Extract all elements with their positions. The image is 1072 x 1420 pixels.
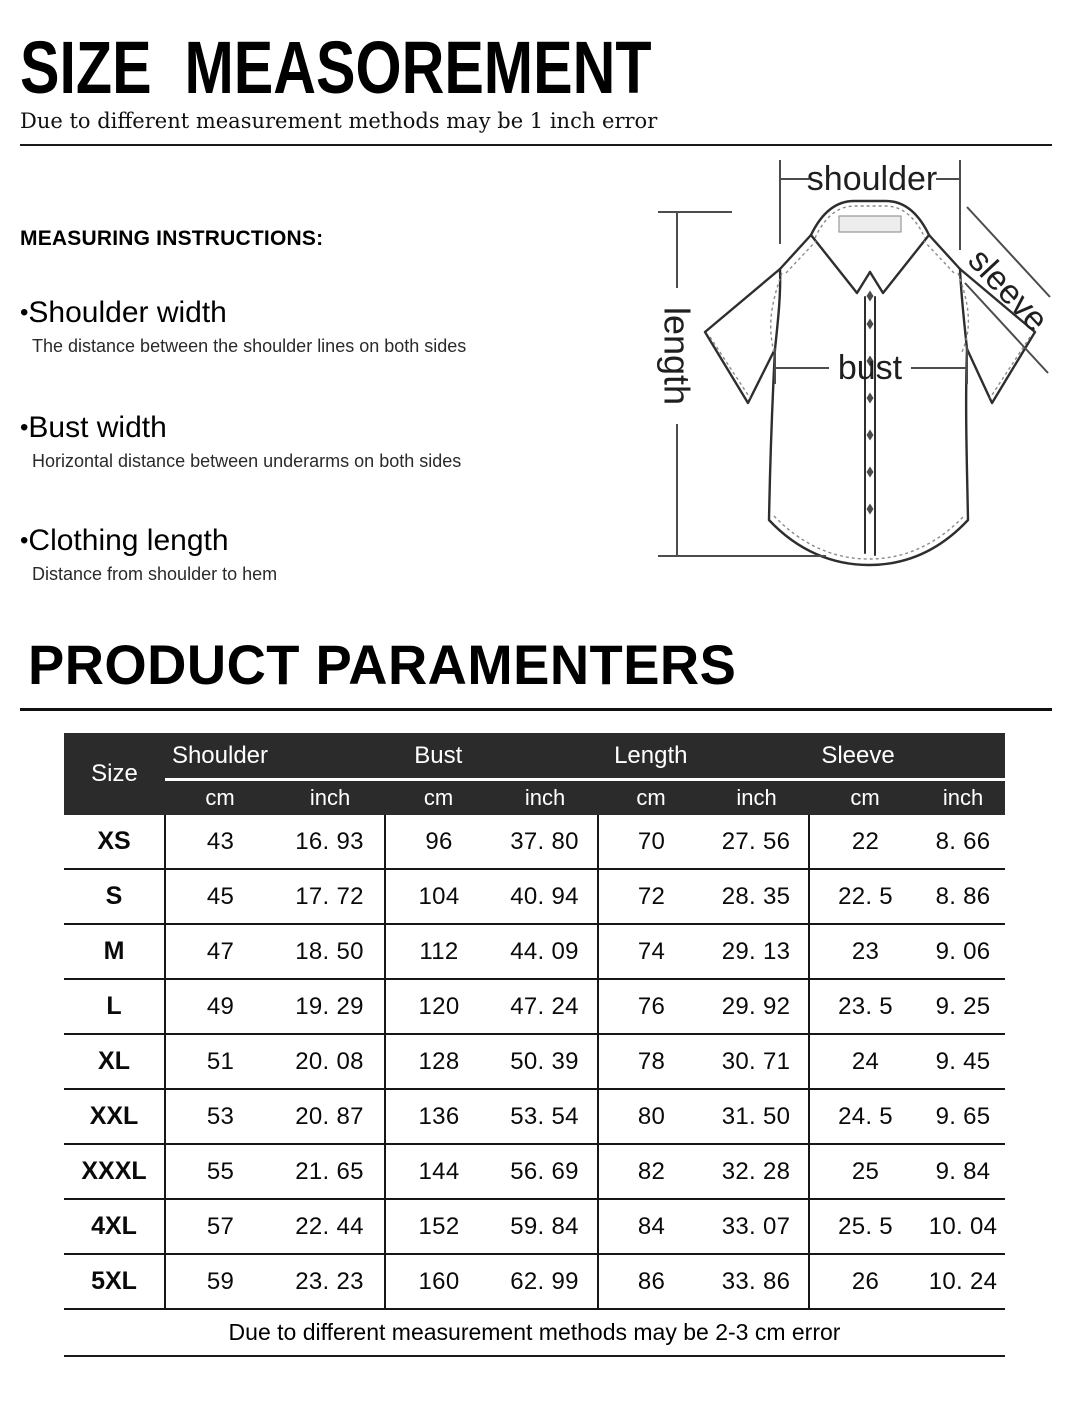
page-title: SIZE MEASOREMENT [20, 26, 652, 109]
group-label: Sleeve [821, 741, 895, 769]
measurement-value: 33. 07 [704, 1199, 809, 1254]
measurement-value: 53 [165, 1089, 275, 1144]
measurement-value: 33. 86 [704, 1254, 809, 1309]
size-table [64, 733, 1005, 1310]
instruction-description: The distance between the shoulder lines on both sides [32, 336, 467, 356]
instruction-title [20, 296, 600, 330]
size-value: XL [64, 1034, 165, 1089]
measurement-value: 29. 92 [704, 979, 809, 1034]
table-row [64, 1254, 1005, 1309]
measurement-value: 51 [165, 1034, 275, 1089]
bullet-icon: • [20, 299, 29, 326]
size-value: XXL [64, 1089, 165, 1144]
measurement-value: 53. 54 [492, 1089, 598, 1144]
measurement-value: 136 [385, 1089, 492, 1144]
measurement-value: 9. 06 [921, 924, 1005, 979]
measurement-value: 50. 39 [492, 1034, 598, 1089]
measurement-value: 20. 08 [275, 1034, 385, 1089]
instruction-description: Distance from shoulder to hem [32, 564, 278, 584]
instruction-title-text: Shoulder width [28, 296, 227, 329]
column-header-length [598, 733, 809, 780]
bullet-icon: • [20, 527, 29, 554]
measurement-value: 120 [385, 979, 492, 1034]
size-table-head [64, 733, 1005, 815]
measurement-value: 23. 23 [275, 1254, 385, 1309]
measurement-value: 10. 24 [921, 1254, 1005, 1309]
measurement-value: 45 [165, 869, 275, 924]
page-header [20, 26, 1052, 146]
measurement-value: 9. 25 [921, 979, 1005, 1034]
measurement-value: 18. 50 [275, 924, 385, 979]
measurement-value: 76 [598, 979, 704, 1034]
unit-header-inch: inch [275, 780, 385, 816]
measurement-value: 43 [165, 815, 275, 869]
measurement-value: 9. 84 [921, 1144, 1005, 1199]
measurement-value: 31. 50 [704, 1089, 809, 1144]
measuring-instructions [20, 226, 600, 585]
measurement-value: 8. 86 [921, 869, 1005, 924]
measurement-value: 144 [385, 1144, 492, 1199]
measurement-value: 44. 09 [492, 924, 598, 979]
column-header-shoulder [165, 733, 385, 780]
table-row [64, 869, 1005, 924]
measurement-value: 10. 04 [921, 1199, 1005, 1254]
table-row [64, 924, 1005, 979]
shoulder-label: shoulder [806, 160, 938, 198]
measurement-value: 78 [598, 1034, 704, 1089]
measurement-value: 24. 5 [809, 1089, 921, 1144]
instruction-item-length [20, 524, 600, 585]
product-parameters-header [20, 633, 1052, 711]
unit-header-inch: inch [492, 780, 598, 816]
measurement-value: 8. 66 [921, 815, 1005, 869]
column-header-bust [385, 733, 598, 780]
column-header-sleeve [809, 733, 1005, 780]
measurement-value: 22. 5 [809, 869, 921, 924]
shirt-diagram-svg [628, 146, 1072, 598]
bottom-divider [64, 1355, 1005, 1357]
size-value: S [64, 869, 165, 924]
table-footnote: Due to different measurement methods may be 2-3 cm error [228, 1319, 841, 1345]
measurement-value: 29. 13 [704, 924, 809, 979]
size-value: L [64, 979, 165, 1034]
group-header-row [64, 733, 1005, 780]
instruction-item-bust [20, 411, 600, 472]
bullet-icon: • [20, 414, 29, 441]
measurement-value: 70 [598, 815, 704, 869]
measurement-value: 22 [809, 815, 921, 869]
measurement-value: 104 [385, 869, 492, 924]
unit-header-cm: cm [598, 780, 704, 816]
size-value: 5XL [64, 1254, 165, 1309]
measurement-value: 49 [165, 979, 275, 1034]
group-label: Bust [414, 741, 463, 769]
measurement-value: 32. 28 [704, 1144, 809, 1199]
measurement-value: 9. 45 [921, 1034, 1005, 1089]
measurement-value: 74 [598, 924, 704, 979]
measurement-value: 56. 69 [492, 1144, 598, 1199]
measurement-value: 25. 5 [809, 1199, 921, 1254]
measurement-value: 23. 5 [809, 979, 921, 1034]
measurement-value: 84 [598, 1199, 704, 1254]
measurement-value: 59. 84 [492, 1199, 598, 1254]
measurement-value: 23 [809, 924, 921, 979]
unit-header-cm: cm [385, 780, 492, 816]
size-table-section [64, 733, 1005, 1357]
table-row [64, 1034, 1005, 1089]
instruction-title [20, 411, 600, 445]
measurement-value: 57 [165, 1199, 275, 1254]
size-value: M [64, 924, 165, 979]
size-table-body [64, 815, 1005, 1309]
unit-header-inch: inch [704, 780, 809, 816]
measurement-value: 22. 44 [275, 1199, 385, 1254]
measurement-value: 160 [385, 1254, 492, 1309]
unit-header-inch: inch [921, 780, 1005, 816]
group-label: Length [614, 741, 688, 769]
instruction-title-text: Bust width [28, 411, 167, 444]
unit-header-cm: cm [809, 780, 921, 816]
measurement-value: 40. 94 [492, 869, 598, 924]
measurement-value: 20. 87 [275, 1089, 385, 1144]
bust-label: bust [837, 349, 903, 387]
shirt-measurement-diagram [628, 146, 1072, 598]
measurement-value: 28. 35 [704, 869, 809, 924]
size-value: 4XL [64, 1199, 165, 1254]
instruction-title [20, 524, 600, 558]
instruction-item-shoulder [20, 296, 600, 357]
instruction-title-text: Clothing length [28, 524, 229, 557]
measurement-value: 19. 29 [275, 979, 385, 1034]
measurement-value: 82 [598, 1144, 704, 1199]
table-row [64, 815, 1005, 869]
measurement-value: 9. 65 [921, 1089, 1005, 1144]
measurement-value: 55 [165, 1144, 275, 1199]
measurement-value: 86 [598, 1254, 704, 1309]
measurement-value: 72 [598, 869, 704, 924]
measurement-value: 25 [809, 1144, 921, 1199]
measurement-value: 21. 65 [275, 1144, 385, 1199]
measurement-value: 30. 71 [704, 1034, 809, 1089]
measurement-value: 62. 99 [492, 1254, 598, 1309]
measurement-value: 26 [809, 1254, 921, 1309]
measurement-value: 59 [165, 1254, 275, 1309]
measurement-value: 37. 80 [492, 815, 598, 869]
group-label: Shoulder [171, 741, 269, 769]
unit-header-cm: cm [165, 780, 275, 816]
measurement-value: 47 [165, 924, 275, 979]
measurement-value: 128 [385, 1034, 492, 1089]
table-row [64, 1199, 1005, 1254]
measurement-value: 27. 56 [704, 815, 809, 869]
measurement-value: 112 [385, 924, 492, 979]
instruction-description: Horizontal distance between underarms on both sides [32, 451, 462, 471]
product-parameters-title: PRODUCT PARAMENTERS [28, 633, 737, 696]
size-value: XS [64, 815, 165, 869]
instructions-heading: MEASURING INSTRUCTIONS: [20, 227, 324, 250]
sleeve-label: sleeve [960, 241, 1056, 339]
size-value: XXXL [64, 1144, 165, 1199]
unit-header-row [64, 780, 1005, 816]
measurement-value: 24 [809, 1034, 921, 1089]
table-row [64, 1144, 1005, 1199]
page-subtitle: Due to different measurement methods may be 1 inch error [20, 109, 658, 133]
table-row [64, 1089, 1005, 1144]
measurement-value: 80 [598, 1089, 704, 1144]
measurement-value: 152 [385, 1199, 492, 1254]
column-header-size: Size [64, 733, 165, 815]
measurement-value: 47. 24 [492, 979, 598, 1034]
measurement-value: 96 [385, 815, 492, 869]
length-label: length [656, 306, 698, 406]
measurement-value: 17. 72 [275, 869, 385, 924]
measurement-value: 16. 93 [275, 815, 385, 869]
parameters-divider [20, 708, 1052, 711]
table-row [64, 979, 1005, 1034]
